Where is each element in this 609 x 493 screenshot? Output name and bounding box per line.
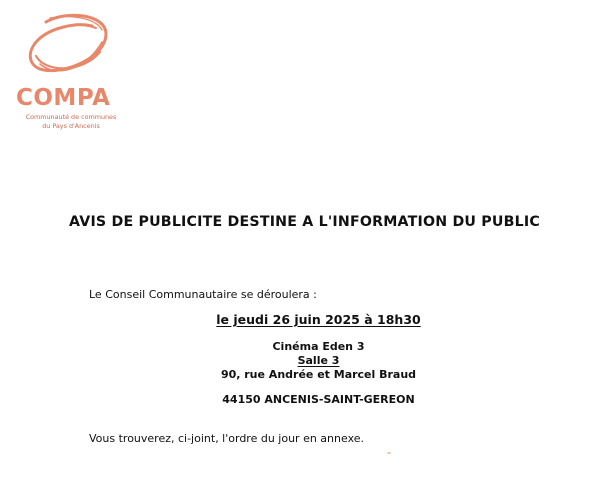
venue-name: Cinéma Eden 3 [272, 340, 365, 353]
logo-subtitle-line2: du Pays d'Ancenis [42, 121, 100, 130]
street-address: 90, rue Andrée et Marcel Braud [220, 368, 417, 381]
compa-logo [14, 12, 134, 137]
meeting-date: le jeudi 26 juin 2025 à 18h30 [216, 312, 421, 327]
document-title: AVIS DE PUBLICITE DESTINE A L'INFORMATION DU PUBLIC [69, 214, 540, 230]
closing-text: Vous trouverez, ci-joint, l'ordre du jour en annexe. [89, 432, 365, 445]
logo-wordmark: COMPA [16, 85, 111, 111]
city-address: 44150 ANCENIS-SAINT-GEREON [222, 393, 415, 406]
logo-subtitle [18, 113, 124, 130]
scan-artifact [387, 452, 391, 454]
room-name: Salle 3 [297, 354, 340, 367]
logo-subtitle-line1: Communauté de communes [25, 113, 117, 121]
intro-text: Le Conseil Communautaire se déroulera : [89, 288, 317, 301]
logo-swirl-icon [26, 12, 112, 82]
